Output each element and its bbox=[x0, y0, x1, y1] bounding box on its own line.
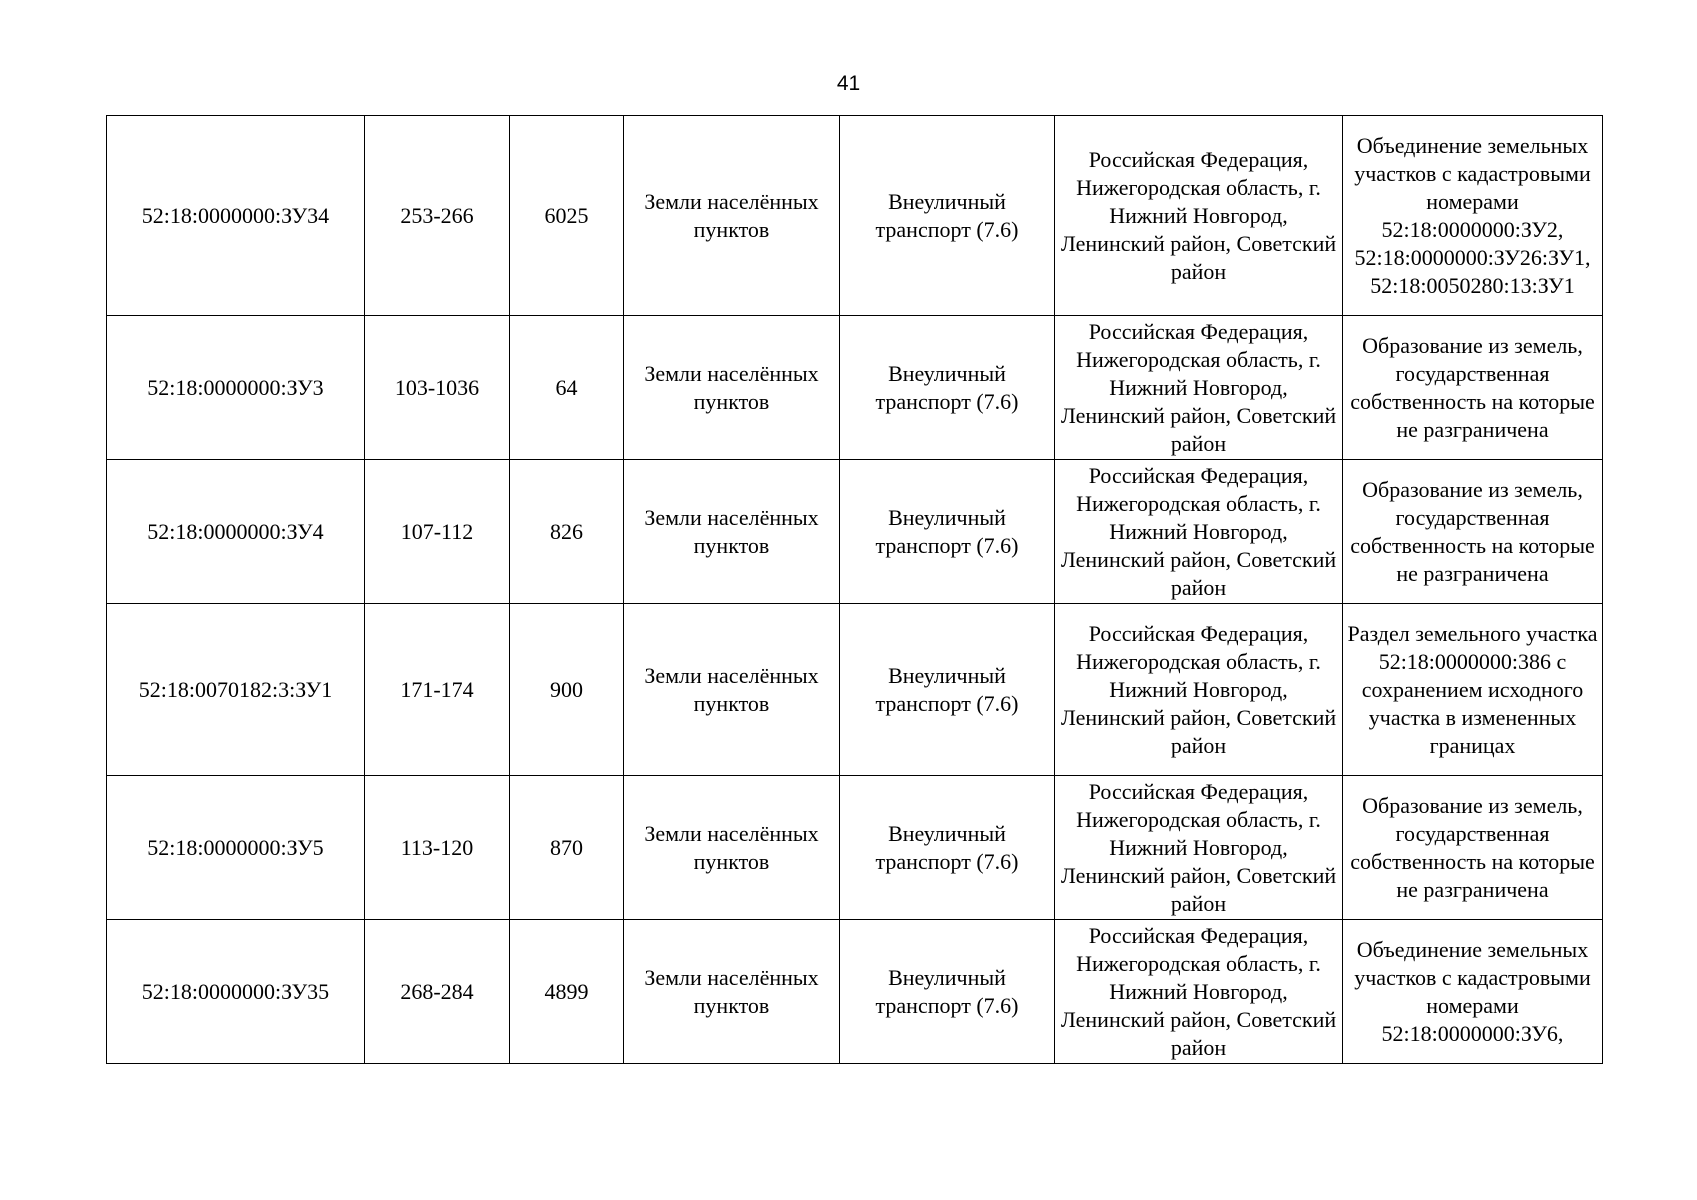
land-category-cell: Земли населённых пунктов bbox=[624, 460, 840, 604]
land-category-cell: Земли населённых пунктов bbox=[624, 920, 840, 1064]
formation-method-cell: Образование из земель, государственная собственность на которые не разграничена bbox=[1343, 776, 1603, 920]
land-category-cell: Земли населённых пунктов bbox=[624, 116, 840, 316]
plot-number-cell: 52:18:0000000:ЗУ5 bbox=[107, 776, 365, 920]
land-category-cell: Земли населённых пунктов bbox=[624, 316, 840, 460]
formation-method-cell: Раздел земельного участка 52:18:0000000:386 с сохранением исходного участка в измененных границах bbox=[1343, 604, 1603, 776]
area-cell: 870 bbox=[510, 776, 624, 920]
plot-number-cell: 52:18:0000000:ЗУ35 bbox=[107, 920, 365, 1064]
point-range-cell: 103-1036 bbox=[365, 316, 510, 460]
table-row bbox=[107, 116, 1603, 316]
plot-number-cell: 52:18:0070182:3:ЗУ1 bbox=[107, 604, 365, 776]
permitted-use-cell: Внеуличный транспорт (7.6) bbox=[840, 604, 1055, 776]
land-category-cell: Земли населённых пунктов bbox=[624, 776, 840, 920]
address-cell: Российская Федерация, Нижегородская область, г. Нижний Новгород, Ленинский район, Советский район bbox=[1055, 604, 1343, 776]
plot-number-cell: 52:18:0000000:ЗУ34 bbox=[107, 116, 365, 316]
area-cell: 826 bbox=[510, 460, 624, 604]
permitted-use-cell: Внеуличный транспорт (7.6) bbox=[840, 776, 1055, 920]
formation-method-cell: Образование из земель, государственная собственность на которые не разграничена bbox=[1343, 316, 1603, 460]
formation-method-cell: Объединение земельных участков с кадастровыми номерами 52:18:0000000:ЗУ6, bbox=[1343, 920, 1603, 1064]
table-row bbox=[107, 604, 1603, 776]
land-plots-table bbox=[106, 115, 1603, 1064]
permitted-use-cell: Внеуличный транспорт (7.6) bbox=[840, 460, 1055, 604]
table-row bbox=[107, 460, 1603, 604]
area-cell: 6025 bbox=[510, 116, 624, 316]
table-row bbox=[107, 920, 1603, 1064]
permitted-use-cell: Внеуличный транспорт (7.6) bbox=[840, 116, 1055, 316]
address-cell: Российская Федерация, Нижегородская область, г. Нижний Новгород, Ленинский район, Советский район bbox=[1055, 116, 1343, 316]
address-cell: Российская Федерация, Нижегородская область, г. Нижний Новгород, Ленинский район, Советский район bbox=[1055, 920, 1343, 1064]
plot-number-cell: 52:18:0000000:ЗУ4 bbox=[107, 460, 365, 604]
table-row bbox=[107, 776, 1603, 920]
formation-method-cell: Образование из земель, государственная собственность на которые не разграничена bbox=[1343, 460, 1603, 604]
area-cell: 4899 bbox=[510, 920, 624, 1064]
point-range-cell: 253-266 bbox=[365, 116, 510, 316]
area-cell: 64 bbox=[510, 316, 624, 460]
point-range-cell: 268-284 bbox=[365, 920, 510, 1064]
point-range-cell: 113-120 bbox=[365, 776, 510, 920]
address-cell: Российская Федерация, Нижегородская область, г. Нижний Новгород, Ленинский район, Советский район bbox=[1055, 460, 1343, 604]
land-category-cell: Земли населённых пунктов bbox=[624, 604, 840, 776]
address-cell: Российская Федерация, Нижегородская область, г. Нижний Новгород, Ленинский район, Советский район bbox=[1055, 316, 1343, 460]
plot-number-cell: 52:18:0000000:ЗУ3 bbox=[107, 316, 365, 460]
table-row bbox=[107, 316, 1603, 460]
formation-method-cell: Объединение земельных участков с кадастровыми номерами 52:18:0000000:ЗУ2, 52:18:0000000:ЗУ26:ЗУ1, 52:18:0050280:13:ЗУ1 bbox=[1343, 116, 1603, 316]
permitted-use-cell: Внеуличный транспорт (7.6) bbox=[840, 316, 1055, 460]
area-cell: 900 bbox=[510, 604, 624, 776]
address-cell: Российская Федерация, Нижегородская область, г. Нижний Новгород, Ленинский район, Советский район bbox=[1055, 776, 1343, 920]
point-range-cell: 107-112 bbox=[365, 460, 510, 604]
permitted-use-cell: Внеуличный транспорт (7.6) bbox=[840, 920, 1055, 1064]
point-range-cell: 171-174 bbox=[365, 604, 510, 776]
page-number: 41 bbox=[836, 72, 861, 95]
